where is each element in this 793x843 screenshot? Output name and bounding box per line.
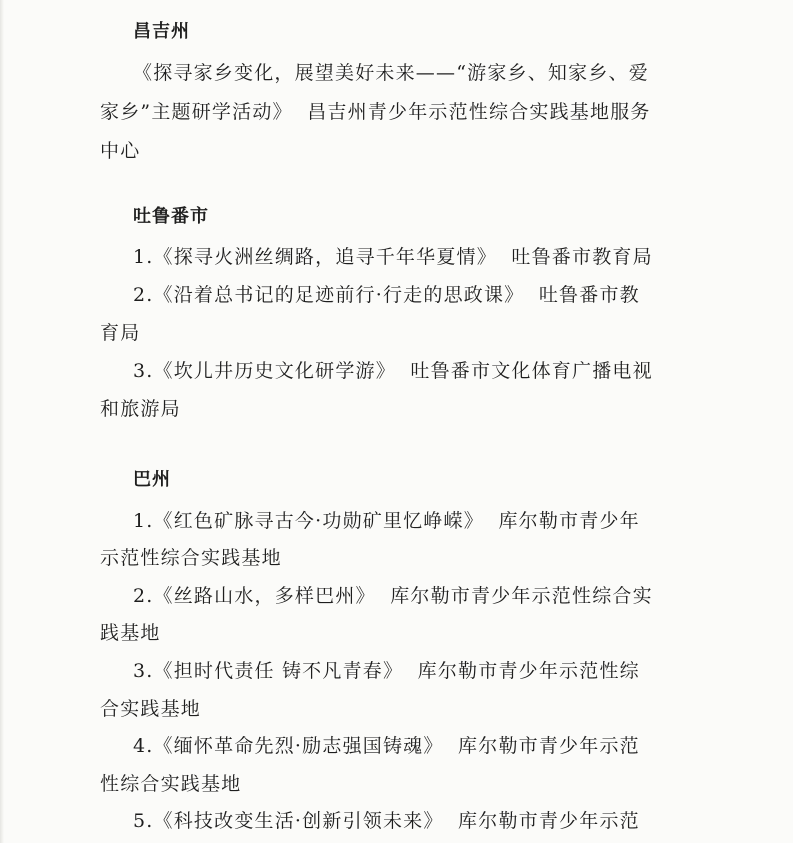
turpan-entry-line: 3.《坎儿井历史文化研学游》 吐鲁番市文化体育广播电视 [133,360,653,382]
bazhou-entry-line: 4.《缅怀革命先烈·励志强国铸魂》 库尔勒市青少年示范 [133,735,640,757]
bazhou-entry-line: 合实践基地 [100,698,202,720]
changji-entry-line: 《探寻家乡变化，展望美好未来——“游家乡、知家乡、爱 [133,62,649,84]
changji-entry-line: 中心 [100,140,141,162]
section-heading-bazhou: 巴州 [133,469,171,490]
bazhou-entry-line: 5.《科技改变生活·创新引领未来》 库尔勒市青少年示范 [133,810,640,832]
turpan-entry-line: 2.《沿着总书记的足迹前行·行走的思政课》 吐鲁番市教 [133,284,640,306]
turpan-entry-line: 育局 [100,322,141,344]
section-heading-turpan: 吐鲁番市 [133,206,209,227]
bazhou-entry-line: 2.《丝路山水，多样巴州》 库尔勒市青少年示范性综合实 [133,585,653,607]
bazhou-entry-line: 1.《红色矿脉寻古今·功勋矿里忆峥嵘》 库尔勒市青少年 [133,510,640,532]
bazhou-entry-line: 践基地 [100,622,161,644]
bazhou-entry-line: 示范性综合实践基地 [100,547,282,569]
section-heading-changji: 昌吉州 [133,21,190,42]
changji-entry-line: 家乡”主题研学活动》 昌吉州青少年示范性综合实践基地服务 [100,101,651,123]
bazhou-entry-line: 性综合实践基地 [100,773,242,795]
turpan-entry-line: 和旅游局 [100,398,181,420]
bazhou-entry-line: 3.《担时代责任 铸不凡青春》 库尔勒市青少年示范性综 [133,660,640,682]
turpan-entry-line: 1.《探寻火洲丝绸路，追寻千年华夏情》 吐鲁番市教育局 [133,246,653,268]
